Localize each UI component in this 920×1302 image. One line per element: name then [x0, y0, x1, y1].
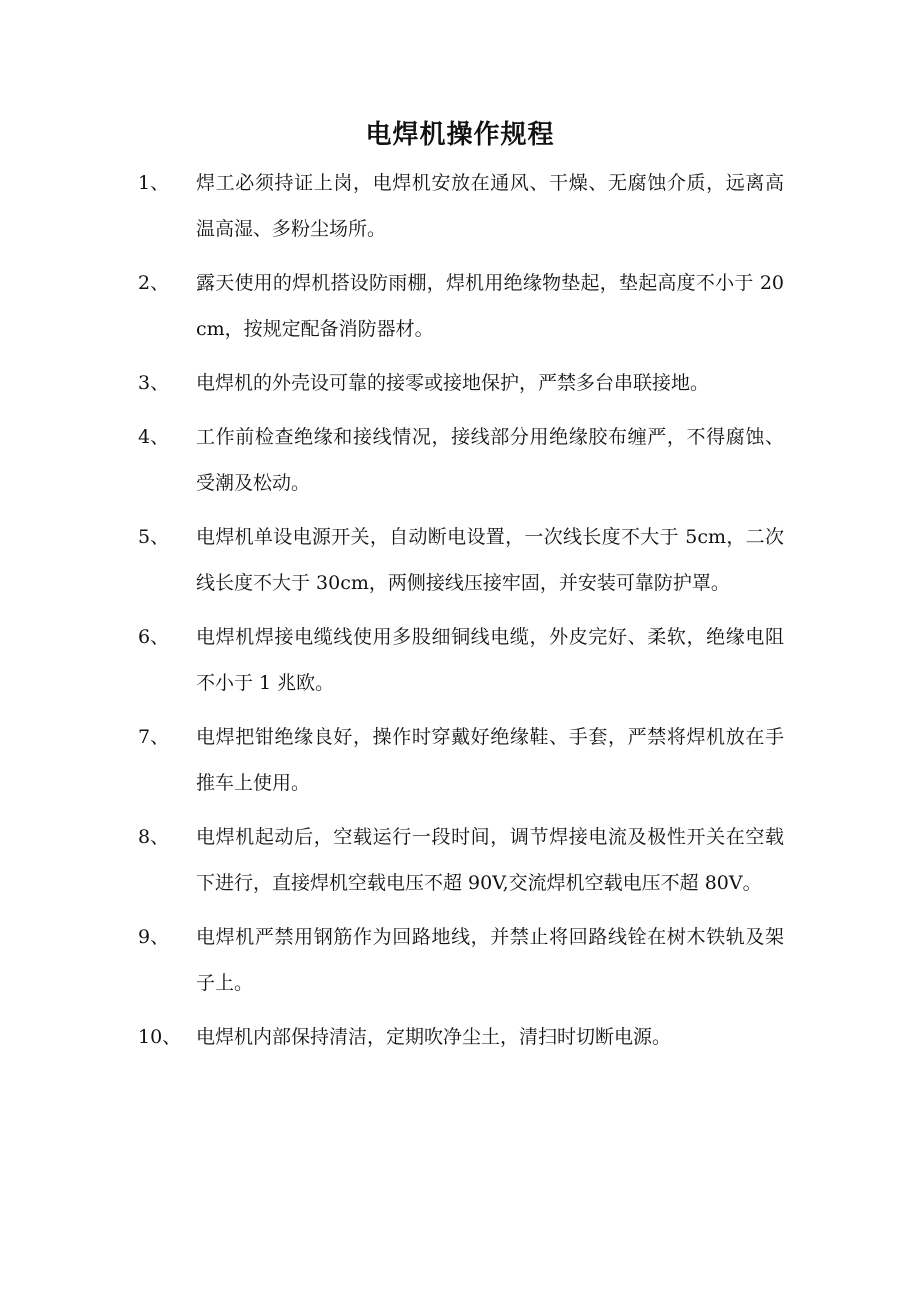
item-number: 1、 — [138, 172, 170, 194]
item-number: 5、 — [138, 526, 170, 548]
document-title: 电焊机操作规程 — [365, 120, 555, 150]
list-item — [0, 714, 920, 806]
list-item — [0, 160, 920, 252]
item-text: 电焊机的外壳设可靠的接零或接地保护，严禁多台串联接地。 — [196, 372, 710, 394]
item-number: 10、 — [138, 1026, 182, 1048]
item-number: 4、 — [138, 426, 170, 448]
item-number: 8、 — [138, 826, 170, 848]
list-item — [0, 1014, 920, 1060]
item-number: 3、 — [138, 372, 170, 394]
item-text: 电焊机焊接电缆线使用多股细铜线电缆，外皮完好、柔软，绝缘电阻不小于 1 兆欧。 — [196, 626, 784, 694]
rules-list — [0, 160, 920, 1068]
item-number: 2、 — [138, 272, 170, 294]
list-item — [0, 414, 920, 506]
item-text: 焊工必须持证上岗，电焊机安放在通风、干燥、无腐蚀介质，远离高温高湿、多粉尘场所。 — [196, 172, 784, 240]
item-number: 6、 — [138, 626, 170, 648]
item-text: 工作前检查绝缘和接线情况，接线部分用绝缘胶布缠严，不得腐蚀、受潮及松动。 — [196, 426, 784, 494]
item-number: 9、 — [138, 926, 170, 948]
list-item — [0, 514, 920, 606]
item-text: 电焊机起动后，空载运行一段时间，调节焊接电流及极性开关在空载下进行，直接焊机空载电压不超 90V,交流焊机空载电压不超 80V。 — [196, 826, 784, 894]
list-item — [0, 360, 920, 406]
item-text: 电焊机严禁用钢筋作为回路地线，并禁止将回路线铨在树木铁轨及架子上。 — [196, 926, 784, 994]
list-item — [0, 260, 920, 352]
item-text: 电焊机内部保持清洁，定期吹净尘土，清扫时切断电源。 — [196, 1026, 672, 1048]
item-number: 7、 — [138, 726, 170, 748]
list-item — [0, 614, 920, 706]
item-text: 电焊机单设电源开关，自动断电设置，一次线长度不大于 5cm，二次线长度不大于 30cm，两侧接线压接牢固，并安装可靠防护罩。 — [196, 526, 784, 594]
item-text: 电焊把钳绝缘良好，操作时穿戴好绝缘鞋、手套，严禁将焊机放在手推车上使用。 — [196, 726, 784, 794]
list-item — [0, 814, 920, 906]
item-text: 露天使用的焊机搭设防雨棚，焊机用绝缘物垫起，垫起高度不小于 20cm，按规定配备消防器材。 — [196, 272, 784, 340]
list-item — [0, 914, 920, 1006]
